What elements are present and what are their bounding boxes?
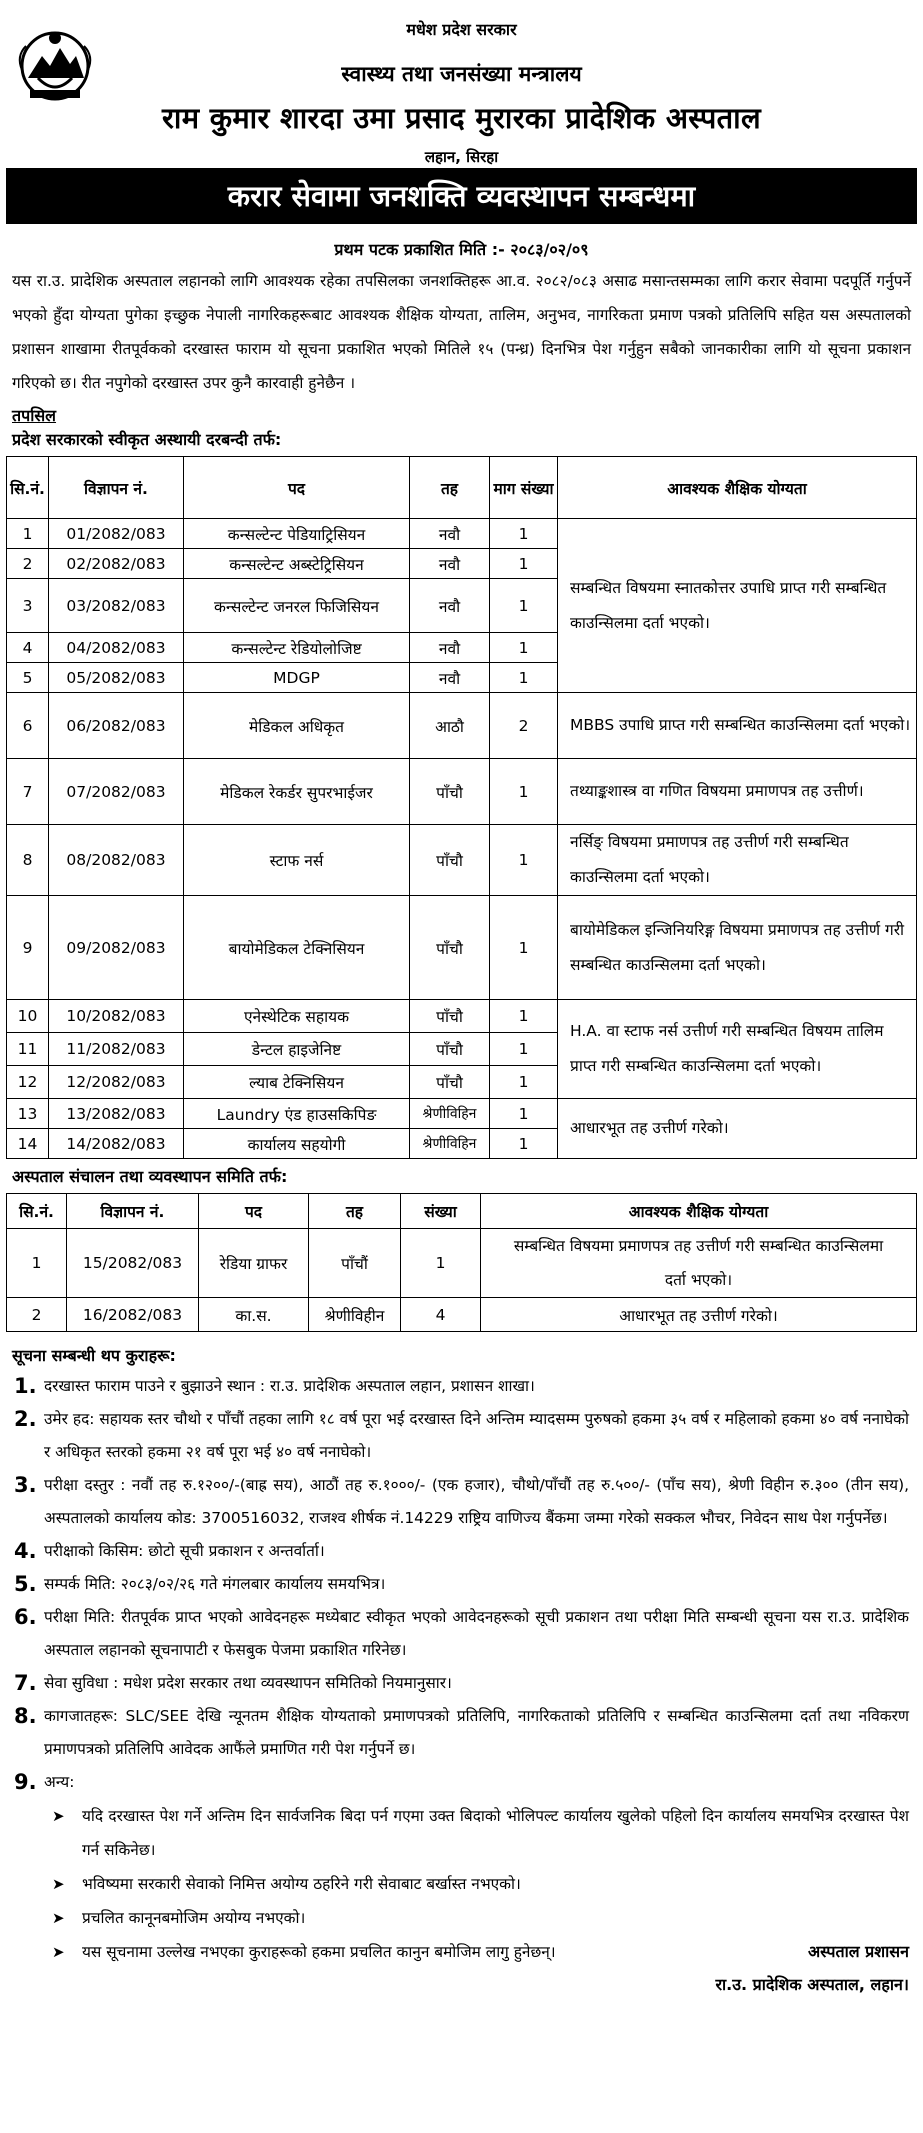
note-item (6, 1568, 917, 1601)
cell-post: कन्सल्टेन्ट अब्स्टेट्रिसियन (184, 549, 410, 579)
cell-demand: 1 (490, 1066, 558, 1099)
cell-post: मेडिकल अधिकृत (184, 693, 410, 759)
cell-level: पाँचौं (309, 1229, 401, 1298)
note-number: 3. (14, 1473, 37, 1497)
publication-date: प्रथम पटक प्रकाशित मिति :- २०८३/०२/०९ (334, 240, 589, 259)
cell-level: श्रेणीविहीन (309, 1298, 401, 1332)
col-post: पद (184, 457, 410, 519)
note-text: अन्य: (44, 1773, 75, 1791)
cell-adv-no: 04/2082/083 (49, 633, 184, 663)
cell-adv-no: 14/2082/083 (49, 1129, 184, 1159)
cell-demand: 1 (490, 759, 558, 825)
cell-post: का.स. (199, 1298, 309, 1332)
notice-title: करार सेवामा जनशक्ति व्यवस्थापन सम्बन्धमा (6, 168, 917, 224)
cell-adv-no: 16/2082/083 (67, 1298, 199, 1332)
note-number: 7. (14, 1671, 37, 1695)
cell-qualification: सम्बन्धित विषयमा प्रमाणपत्र तह उत्तीर्ण गरी सम्बन्धित काउन्सिलमा दर्ता भएको। (481, 1229, 917, 1298)
cell-demand: 1 (490, 1099, 558, 1129)
cell-demand: 1 (490, 549, 558, 579)
note-number: 8. (14, 1704, 37, 1728)
cell-sn: 14 (7, 1129, 49, 1159)
signature-line1: अस्पताल प्रशासन (807, 1942, 909, 1961)
col-qualification: आवश्यक शैक्षिक योग्यता (558, 457, 917, 519)
table-row (7, 519, 917, 549)
cell-adv-no: 09/2082/083 (49, 896, 184, 1000)
table-row (7, 1229, 917, 1298)
cell-level: नवौ (410, 519, 490, 549)
cell-post: एनेस्थेटिक सहायक (184, 1000, 410, 1033)
ministry-name: स्वास्थ्य तथा जनसंख्या मन्त्रालय (341, 62, 582, 86)
cell-adv-no: 03/2082/083 (49, 579, 184, 633)
cell-post: कन्सल्टेन्ट रेडियोलोजिष्ट (184, 633, 410, 663)
cell-count: 1 (401, 1229, 481, 1298)
cell-sn: 5 (7, 663, 49, 693)
col-level: तह (410, 457, 490, 519)
cell-demand: 1 (490, 896, 558, 1000)
arrow-bullet-icon: ➤ (52, 1943, 65, 1961)
note-item (6, 1700, 917, 1766)
cell-sn: 8 (7, 825, 49, 896)
cell-demand: 1 (490, 1129, 558, 1159)
note-number: 9. (14, 1770, 37, 1794)
cell-sn: 10 (7, 1000, 49, 1033)
cell-demand: 1 (490, 1000, 558, 1033)
cell-demand: 1 (490, 1033, 558, 1066)
cell-sn: 2 (7, 1298, 67, 1332)
cell-adv-no: 02/2082/083 (49, 549, 184, 579)
col-count: संख्या (401, 1194, 481, 1229)
cell-sn: 1 (7, 1229, 67, 1298)
cell-adv-no: 11/2082/083 (49, 1033, 184, 1066)
cell-adv-no: 10/2082/083 (49, 1000, 184, 1033)
cell-qualification: तथ्याङ्कशास्त्र वा गणित विषयमा प्रमाणपत्र तह उत्तीर्ण। (558, 759, 917, 825)
col-adv-no: विज्ञापन नं. (67, 1194, 199, 1229)
note-number: 4. (14, 1539, 37, 1563)
cell-post: मेडिकल रेकर्डर सुपरभाईजर (184, 759, 410, 825)
cell-adv-no: 06/2082/083 (49, 693, 184, 759)
cell-qualification: आधारभूत तह उत्तीर्ण गरेको। (558, 1099, 917, 1159)
cell-demand: 1 (490, 663, 558, 693)
intro-paragraph: यस रा.उ. प्रादेशिक अस्पताल लहानको लागि आवश्यक रहेका तपसिलका जनशक्तिहरू आ.व. २०८२/०८३ असाढ मसान्तसम्मका लागि करार सेवामा पदपूर्ति गर्नुपर्ने भएको हुँदा योग्यता पुगेका इच्छुक नेपाली नागरिकहरूबाट आवश्यक शैक्षिक योग्यता, तालिम, अनुभव, नागरिकता प्रमाण पत्रको प्रतिलिपि सहित यस अस्पतालको प्रशासन शाखामा रीतपूर्वकको दरखास्त फाराम यो सूचना प्रकाशित भएको मितिले १५ (पन्ध्र) दिनभित्र पेश गर्नुहुन सबैको जानकारीका लागि यो सूचना प्रकाशन गरिएको छ। रीत नपुगेको दरखास्त उपर कुनै कारवाही हुनेछैन । (12, 272, 911, 392)
cell-level: श्रेणीविहिन (410, 1099, 490, 1129)
cell-adv-no: 13/2082/083 (49, 1099, 184, 1129)
cell-level: नवौ (410, 549, 490, 579)
cell-qualification: H.A. वा स्टाफ नर्स उत्तीर्ण गरी सम्बन्धित विषयम तालिम प्राप्त गरी सम्बन्धित काउन्सिलमा दर्ता भएको। (558, 1000, 917, 1099)
note-text: दरखास्त फाराम पाउने र बुझाउने स्थान : रा.उ. प्रादेशिक अस्पताल लहान, प्रशासन शाखा। (44, 1377, 535, 1395)
notice-header (6, 4, 917, 164)
cell-qualification: MBBS उपाधि प्राप्त गरी सम्बन्धित काउन्सिलमा दर्ता भएको। (558, 693, 917, 759)
cell-demand: 1 (490, 519, 558, 549)
hospital-location: लहान, सिरहा (424, 148, 499, 166)
cell-count: 4 (401, 1298, 481, 1332)
cell-post: स्टाफ नर्स (184, 825, 410, 896)
sub-item-text: यस सूचनामा उल्लेख नभएका कुराहरूको हकमा प्रचलित कानुन बमोजिम लागु हुनेछन्। (82, 1943, 556, 1961)
note-item (6, 1370, 917, 1403)
cell-qualification: आधारभूत तह उत्तीर्ण गरेको। (481, 1298, 917, 1332)
cell-sn: 3 (7, 579, 49, 633)
cell-adv-no: 08/2082/083 (49, 825, 184, 896)
table-row (7, 1298, 917, 1332)
cell-adv-no: 01/2082/083 (49, 519, 184, 549)
note-item (6, 1667, 917, 1700)
cell-post: ल्याब टेक्निसियन (184, 1066, 410, 1099)
note-item (6, 1601, 917, 1667)
government-name: मधेश प्रदेश सरकार (406, 20, 517, 39)
cell-sn: 11 (7, 1033, 49, 1066)
cell-qualification: बायोमेडिकल इन्जिनियरिङ्ग विषयमा प्रमाणपत्र तह उत्तीर्ण गरी सम्बन्धित काउन्सिलमा दर्ता भएको। (558, 896, 917, 1000)
cell-level: नवौ (410, 579, 490, 633)
vacancy-table-committee (6, 1193, 917, 1332)
note-number: 1. (14, 1374, 37, 1398)
note-item (6, 1403, 917, 1469)
col-sn: सि.नं. (7, 1194, 67, 1229)
table-row (7, 896, 917, 1000)
section1-title: प्रदेश सरकारको स्वीकृत अस्थायी दरबन्दी तर्फ: (12, 430, 282, 449)
cell-post: डेन्टल हाइजेनिष्ट (184, 1033, 410, 1066)
table-row (7, 825, 917, 896)
note-number: 2. (14, 1407, 37, 1431)
col-qualification: आवश्यक शैक्षिक योग्यता (481, 1194, 917, 1229)
cell-post: कन्सल्टेन्ट पेडियाट्रिसियन (184, 519, 410, 549)
cell-level: पाँचौ (410, 1033, 490, 1066)
note-number: 5. (14, 1572, 37, 1596)
cell-sn: 2 (7, 549, 49, 579)
notice-page (6, 4, 917, 2001)
cell-demand: 1 (490, 579, 558, 633)
section2-title: अस्पताल संचालन तथा व्यवस्थापन समिति तर्फ: (12, 1167, 288, 1186)
col-adv-no: विज्ञापन नं. (49, 457, 184, 519)
arrow-bullet-icon: ➤ (52, 1875, 65, 1893)
col-post: पद (199, 1194, 309, 1229)
cell-adv-no: 05/2082/083 (49, 663, 184, 693)
hospital-name: राम कुमार शारदा उमा प्रसाद मुरारका प्रादेशिक अस्पताल (162, 101, 761, 135)
cell-adv-no: 12/2082/083 (49, 1066, 184, 1099)
note-text: सेवा सुविधा : मधेश प्रदेश सरकार तथा व्यवस्थापन समितिको नियमानुसार। (44, 1674, 452, 1692)
cell-demand: 2 (490, 693, 558, 759)
note-item (6, 1469, 917, 1535)
cell-adv-no: 07/2082/083 (49, 759, 184, 825)
cell-post: कन्सल्टेन्ट जनरल फिजिसियन (184, 579, 410, 633)
signature-line2: रा.उ. प्रादेशिक अस्पताल, लहान। (715, 1975, 909, 1994)
cell-qualification: सम्बन्धित विषयमा स्नातकोत्तर उपाधि प्राप्त गरी सम्बन्धित काउन्सिलमा दर्ता भएको। (558, 519, 917, 693)
cell-demand: 1 (490, 633, 558, 663)
table-row (7, 1099, 917, 1129)
note-text: परीक्षा मिति: रीतपूर्वक प्राप्त भएको आवेदनहरू मध्येबाट स्वीकृत भएको आवेदनहरूको सूची प्रकाशन तथा परीक्षा मिति सम्बन्धी सूचना यस रा.उ. प्रादेशिक अस्पताल लहानको सूचनापाटी र फेसबुक पेजमा प्रकाशित गरिनेछ। (44, 1608, 909, 1659)
cell-sn: 13 (7, 1099, 49, 1129)
cell-sn: 6 (7, 693, 49, 759)
note-text: कागजातहरू: SLC/SEE देखि न्यूनतम शैक्षिक योग्यताको प्रमाणपत्रको प्रतिलिपि, नागरिकताको प्रतिलिपि र सम्बन्धित काउन्सिलमा दर्ता तथा नविकरण प्रमाणपत्रको प्रतिलिपि आवेदक आफैंले प्रमाणित गरी पेश गर्नुपर्ने छ। (44, 1707, 909, 1758)
sub-item-text: यदि दरखास्त पेश गर्ने अन्तिम दिन सार्वजनिक बिदा पर्न गएमा उक्त बिदाको भोलिपल्ट कार्यालय खुलेको पहिलो दिन कार्यालय समयभित्र दरखास्त पेश गर्न सकिनेछ। (82, 1807, 909, 1859)
col-level: तह (309, 1194, 401, 1229)
cell-post: MDGP (184, 663, 410, 693)
sub-item (6, 1901, 917, 1935)
cell-level: आठौ (410, 693, 490, 759)
table-row (7, 693, 917, 759)
sub-item-text: भविष्यमा सरकारी सेवाको निमित्त अयोग्य ठहरिने गरी सेवाबाट बर्खास्त नभएको। (82, 1875, 521, 1893)
note-item (6, 1535, 917, 1568)
arrow-bullet-icon: ➤ (52, 1909, 65, 1927)
cell-post: बायोमेडिकल टेक्निसियन (184, 896, 410, 1000)
cell-sn: 12 (7, 1066, 49, 1099)
cell-qualification: नर्सिङ् विषयमा प्रमाणपत्र तह उत्तीर्ण गरी सम्बन्धित काउन्सिलमा दर्ता भएको। (558, 825, 917, 896)
note-text: परीक्षा दस्तुर : नवौं तह रु.१२००/-(बाह्र सय), आठौं तह रु.१०००/- (एक हजार), चौथो/पाँचौं तह रु.५००/- (पाँच सय), श्रेणी विहीन रु.३०० (तीन सय), अस्पतालको कार्यालय कोड: 3700516032, राजश्व शीर्षक नं.14229 राष्ट्रिय वाणिज्य बैंकमा जम्मा गरेको सक्कल भौचर, निवेदन साथ पेश गर्नुपर्नेछ। (44, 1476, 909, 1527)
cell-level: पाँचौ (410, 825, 490, 896)
cell-sn: 7 (7, 759, 49, 825)
cell-demand: 1 (490, 825, 558, 896)
sub-item (6, 1799, 917, 1867)
col-sn: सि.नं. (7, 457, 49, 519)
cell-post: Laundry एंड हाउसकिपिङ (184, 1099, 410, 1129)
cell-post: रेडिया ग्राफर (199, 1229, 309, 1298)
sub-item-text: प्रचलित कानूनबमोजिम अयोग्य नभएको। (82, 1909, 306, 1927)
cell-sn: 9 (7, 896, 49, 1000)
table-row (7, 1000, 917, 1033)
cell-level: पाँचौ (410, 896, 490, 1000)
cell-level: श्रेणीविहिन (410, 1129, 490, 1159)
vacancy-table-provincial (6, 456, 917, 1159)
nepal-emblem-icon (14, 26, 96, 102)
cell-sn: 4 (7, 633, 49, 663)
notes-title: सूचना सम्बन्धी थप कुराहरू: (12, 1346, 176, 1365)
cell-post: कार्यालय सहयोगी (184, 1129, 410, 1159)
cell-level: नवौ (410, 663, 490, 693)
tapsil-heading: तपसिल (12, 406, 57, 425)
note-text: सम्पर्क मिति: २०८३/०२/२६ गते मंगलबार कार्यालय समयभित्र। (44, 1575, 386, 1593)
note-text: परीक्षाको किसिम: छोटो सूची प्रकाशन र अन्तर्वार्ता। (44, 1542, 325, 1560)
cell-level: पाँचौ (410, 759, 490, 825)
sub-item (6, 1867, 917, 1901)
table-row (7, 759, 917, 825)
arrow-bullet-icon: ➤ (52, 1807, 65, 1825)
note-text: उमेर हद: सहायक स्तर चौथो र पाँचौं तहका लागि १८ वर्ष पूरा भई दरखास्त दिने अन्तिम म्यादसम्म पुरुषको हकमा ३५ वर्ष र महिलाको हकमा ४० वर्ष ननाघेको र अधिकृत स्तरको हकमा २१ वर्ष पूरा भई ४० वर्ष ननाघेको। (44, 1410, 909, 1461)
note-number: 6. (14, 1605, 37, 1629)
cell-adv-no: 15/2082/083 (67, 1229, 199, 1298)
cell-level: नवौ (410, 633, 490, 663)
cell-level: पाँचौ (410, 1000, 490, 1033)
cell-sn: 1 (7, 519, 49, 549)
note-item (6, 1766, 917, 1799)
col-demand: माग संख्या (490, 457, 558, 519)
cell-level: पाँचौ (410, 1066, 490, 1099)
